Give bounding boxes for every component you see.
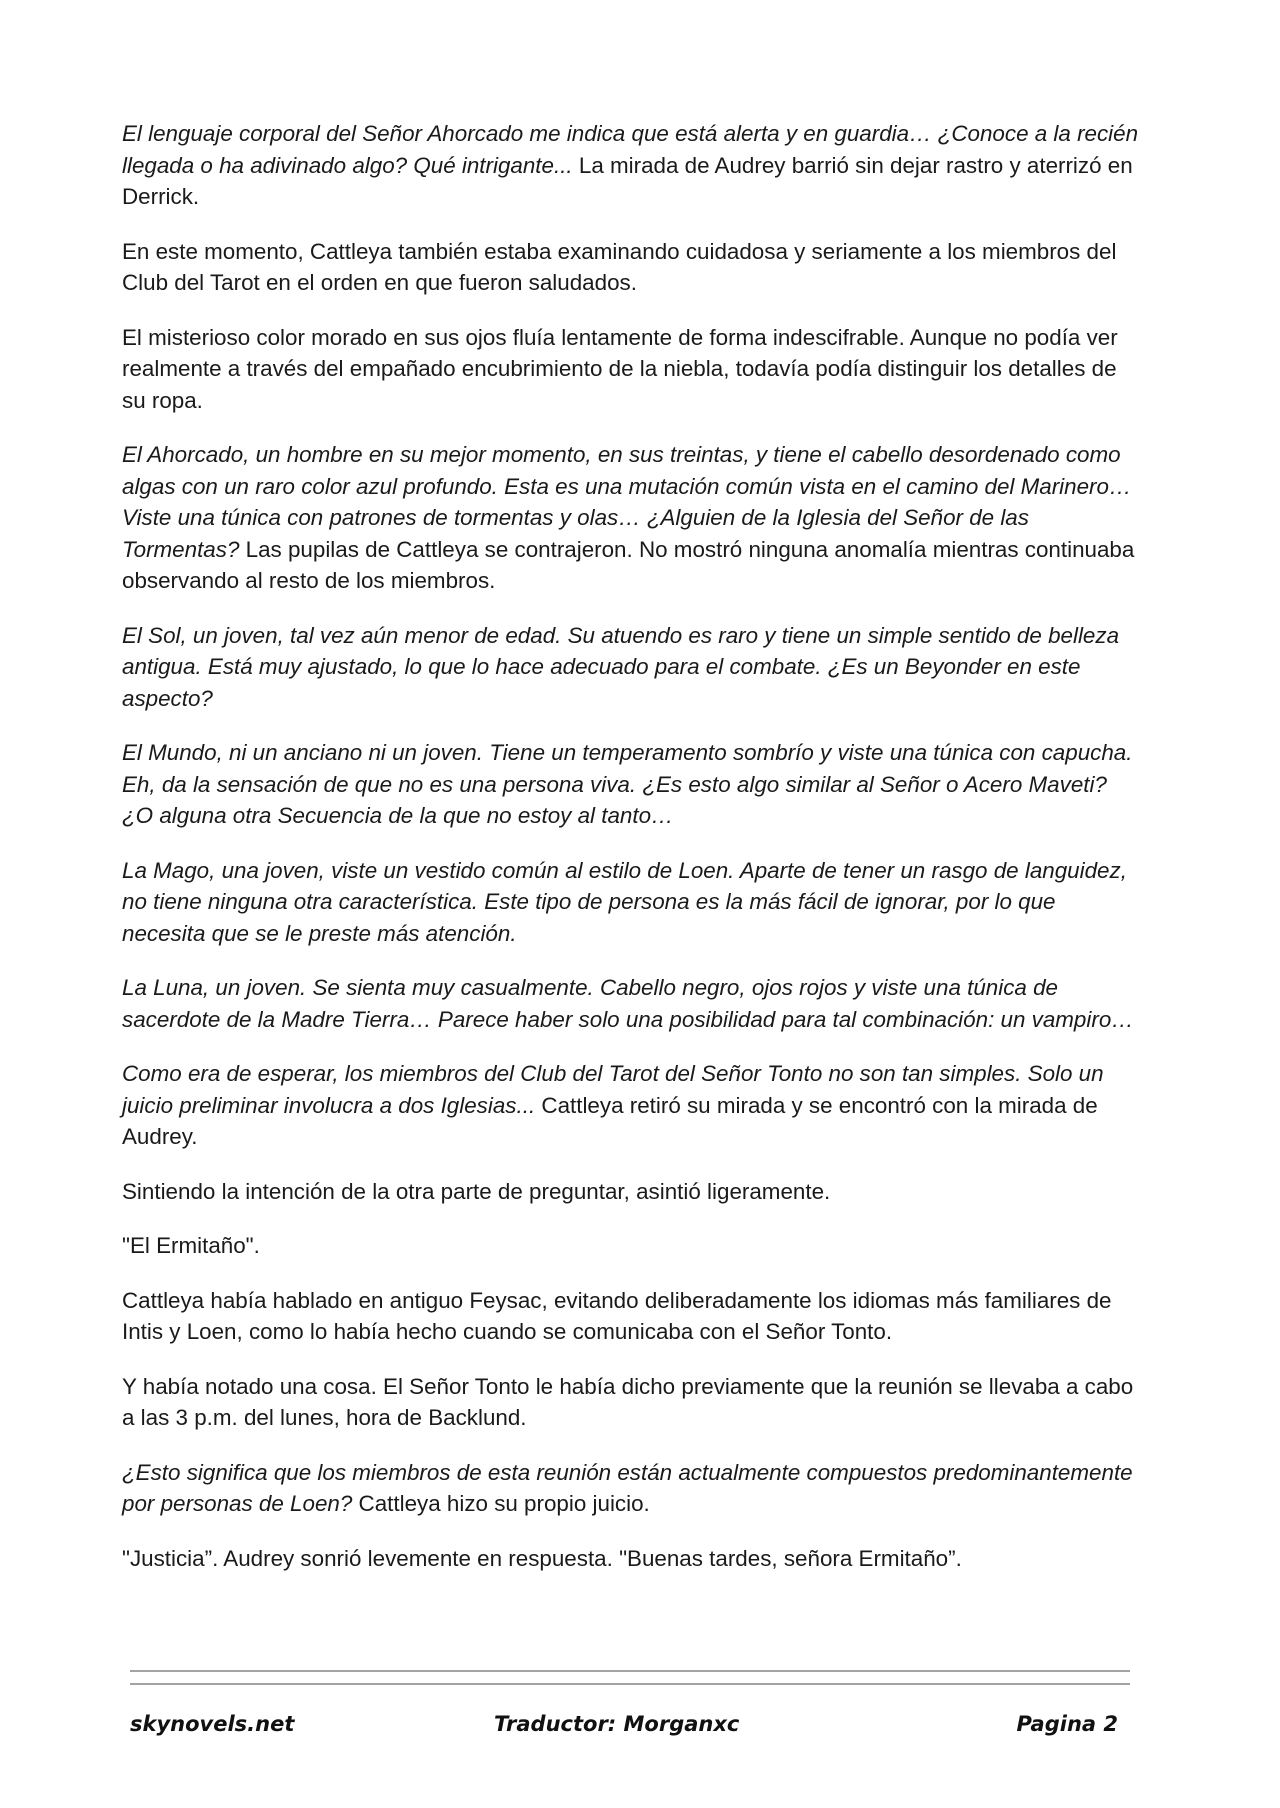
footer-divider-top — [130, 1670, 1130, 1672]
paragraph-italic-text: La Mago, una joven, viste un vestido común al estilo de Loen. Aparte de tener un rasgo de languidez, no tiene ninguna otra característica. Este tipo de persona es la más fácil de ignorar, por lo que necesita que se le preste más atención. — [122, 857, 1127, 946]
paragraph-text: Cattleya hizo su propio juicio. — [352, 1491, 650, 1516]
paragraph — [122, 620, 1140, 715]
paragraph-italic-text: ¿Esto significa que los miembros de esta reunión están actualmente compuestos predominantemente por personas de Loen? — [122, 1459, 1133, 1516]
paragraph — [122, 737, 1140, 832]
paragraph-text: "Justicia”. Audrey sonrió levemente en respuesta. "Buenas tardes, señora Ermitaño”. — [122, 1545, 962, 1571]
paragraph-italic-text: El lenguaje corporal del Señor Ahorcado me indica que está alerta y en guardia… ¿Conoce a la recién llegada o ha adivinado algo? Qué intrigante... — [122, 121, 1139, 178]
paragraph-text: Cattleya había hablado en antiguo Feysac, evitando deliberadamente los idiomas más familiares de Intis y Loen, como lo había hecho cuando se comunicaba con el Señor Tonto. — [122, 1287, 1112, 1344]
paragraph-text: En este momento, Cattleya también estaba examinando cuidadosa y seriamente a los miembros del Club del Tarot en el orden en que fueron saludados. — [122, 238, 1117, 295]
paragraph-italic-text: Como era de esperar, los miembros del Club del Tarot del Señor Tonto no son tan simples. Solo un juicio preliminar involucra a dos Iglesias... — [122, 1061, 1104, 1118]
paragraph — [122, 1176, 1140, 1208]
paragraph-text: "El Ermitaño". — [122, 1233, 260, 1258]
paragraph-italic-text: El Mundo, ni un anciano ni un joven. Tiene un temperamento sombrío y viste una túnica con capucha. Eh, da la sensación de que no es una persona viva. ¿Es esto algo similar al Señor o Acero Maveti? ¿O alguna otra Secuencia de la que no estoy al tanto… — [122, 740, 1133, 828]
paragraph-italic-text: La Luna, un joven. Se sienta muy casualmente. Cabello negro, ojos rojos y viste una túnica de sacerdote de la Madre Tierra… Parece haber solo una posibilidad para tal combinación: un vampiro… — [122, 975, 1134, 1032]
paragraph-text: El misterioso color morado en sus ojos fluía lentamente de forma indescifrable. Aunque no podía ver realmente a través del empañado encubrimiento de la niebla, todavía podía distinguir los detalles de su ropa. — [122, 324, 1118, 413]
paragraph-text: Las pupilas de Cattleya se contrajeron. No mostró ninguna anomalía mientras continuaba observando al resto de los miembros. — [122, 536, 1135, 593]
paragraph — [122, 236, 1140, 299]
paragraph-text: La mirada de Audrey barrió sin dejar rastro y aterrizó en Derrick. — [122, 152, 1133, 209]
paragraph-italic-text: El Sol, un joven, tal vez aún menor de edad. Su atuendo es raro y tiene un simple sentido de belleza antigua. Está muy ajustado, lo que lo hace adecuado para el combate. ¿Es un Beyonder en este aspecto? — [122, 622, 1120, 711]
paragraph — [122, 439, 1140, 597]
paragraph — [122, 118, 1140, 213]
paragraph — [122, 1371, 1140, 1434]
footer-translator: Traductor: Morganxc — [494, 1712, 740, 1736]
paragraph-text: Y había notado una cosa. El Señor Tonto le había dicho previamente que la reunión se llevaba a cabo a las 3 p.m. del lunes, hora de Backlund. — [122, 1373, 1134, 1430]
paragraph — [122, 1230, 1140, 1262]
document-body — [122, 118, 1140, 1597]
paragraph — [122, 972, 1140, 1035]
paragraph — [122, 1457, 1140, 1520]
footer-site: skynovels.net — [130, 1712, 295, 1736]
paragraph — [122, 322, 1140, 417]
paragraph — [122, 1285, 1140, 1348]
paragraph — [122, 1058, 1140, 1153]
paragraph — [122, 855, 1140, 950]
paragraph — [122, 1543, 1140, 1575]
paragraph-italic-text: El Ahorcado, un hombre en su mejor momento, en sus treintas, y tiene el cabello desordenado como algas con un raro color azul profundo. Esta es una mutación común vista en el camino del Marinero… Viste una túnica con patrones de tormentas y olas… ¿Alguien de la Iglesia del Señor de las Tormentas? — [122, 442, 1132, 562]
footer-page-number: Pagina 2 — [1016, 1712, 1118, 1736]
paragraph-text: Sintiendo la intención de la otra parte de preguntar, asintió ligeramente. — [122, 1178, 831, 1204]
paragraph-text: Cattleya retiró su mirada y se encontró con la mirada de Audrey. — [122, 1092, 1098, 1149]
footer-divider-bottom — [130, 1683, 1130, 1685]
